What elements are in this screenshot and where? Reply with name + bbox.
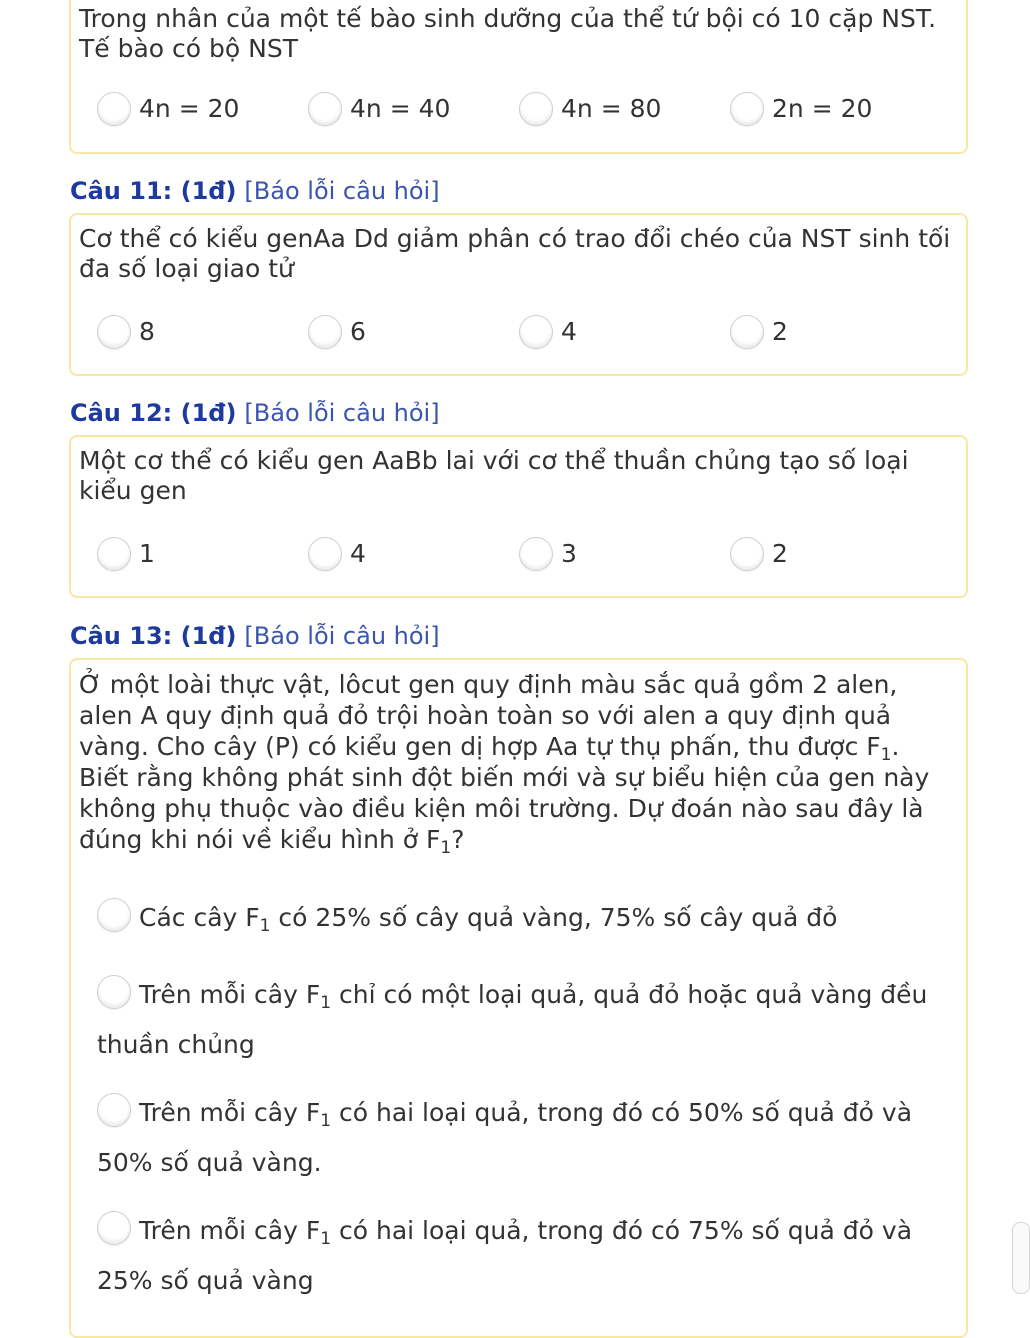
option-label: 1 [139,539,155,568]
report-error-link[interactable]: [Báo lỗi câu hỏi] [244,177,440,205]
subscript: 1 [320,1229,332,1249]
option-label: 2 [772,317,788,346]
question-10-option-2[interactable] [308,92,450,126]
report-error-link[interactable]: [Báo lỗi câu hỏi] [244,622,440,650]
subscript: 1 [440,838,452,858]
scroll-handle[interactable] [1012,1222,1030,1294]
question-13-card [69,658,968,1338]
radio-button[interactable] [730,537,764,571]
question-11-text: Cơ thể có kiểu genAa Dd giảm phân có trao đổi chéo của NST sinh tối đa số loại giao tử [79,224,951,283]
option-label: 2n = 20 [772,94,873,123]
option-label: Trên mỗi cây F [139,980,321,1009]
option-label: 2 [772,539,788,568]
radio-button[interactable] [519,315,553,349]
question-10-card [69,0,968,154]
question-12-number: Câu 12: (1đ) [70,399,237,427]
option-label: có hai loại quả, trong đó có 75% số quả đỏ và 25% số quả vàng [97,1216,913,1295]
question-11-option-3[interactable] [519,315,577,349]
option-label: Trên mỗi cây F [139,1098,321,1127]
question-11-option-2[interactable] [308,315,366,349]
radio-button[interactable] [97,92,131,126]
question-10-option-4[interactable] [730,92,872,126]
radio-button[interactable] [97,1093,131,1127]
question-12-option-1[interactable] [97,537,155,571]
option-label: Các cây F [139,903,260,932]
option-label: chỉ có một loại quả, quả đỏ hoặc quả vàng đều thuần chủng [97,980,928,1059]
option-label: Trên mỗi cây F [139,1216,321,1245]
question-11-option-4[interactable] [730,315,788,349]
option-label: 6 [350,317,366,346]
radio-button[interactable] [97,898,131,932]
radio-button[interactable] [97,975,131,1009]
subscript: 1 [259,916,271,936]
option-label: có 25% số cây quả vàng, 75% số cây quả đỏ [270,903,838,932]
question-12-option-3[interactable] [519,537,577,571]
radio-button[interactable] [308,315,342,349]
question-13-text [79,669,956,858]
question-13-option-4[interactable] [97,1206,936,1306]
radio-button[interactable] [97,537,131,571]
question-13-header [70,621,440,651]
option-label: 3 [561,539,577,568]
question-10-option-3[interactable] [519,92,661,126]
radio-button[interactable] [730,92,764,126]
option-label: 4 [561,317,577,346]
radio-button[interactable] [308,92,342,126]
question-13-number: Câu 13: (1đ) [70,622,237,650]
question-12-option-4[interactable] [730,537,788,571]
question-13-text-part: . Biết rằng không phát sinh đột biến mới và sự biểu hiện của gen này không phụ thuộc vào điều kiện môi trường. Dự đoán nào sau đây là đúng khi nói về kiểu hình ở F [79,732,930,854]
question-13-option-3[interactable] [97,1088,936,1188]
question-13-text-part: Ở một loài thực vật, lôcut gen quy định màu sắc quả gồm 2 alen, alen A quy định quả đỏ trội hoàn toàn so với alen a quy định quả vàng. Cho cây (P) có kiểu gen dị hợp Aa tự thụ phấn, thu được F [79,670,898,761]
subscript: 1 [880,745,892,765]
question-11-card [69,213,968,376]
question-13-text-part: ? [451,825,465,854]
question-12-header [70,398,440,428]
question-12-option-2[interactable] [308,537,366,571]
question-13-option-2[interactable] [97,970,936,1070]
radio-button[interactable] [97,315,131,349]
option-label: 8 [139,317,155,346]
question-10-option-1[interactable] [97,92,239,126]
radio-button[interactable] [308,537,342,571]
radio-button[interactable] [519,92,553,126]
radio-button[interactable] [730,315,764,349]
option-label: 4n = 40 [350,94,451,123]
question-12-text: Một cơ thể có kiểu gen AaBb lai với cơ thể thuần chủng tạo số loại kiểu gen [79,446,909,505]
question-11-option-1[interactable] [97,315,155,349]
question-10-text: Trong nhân của một tế bào sinh dưỡng của thể tứ bội có 10 cặp NST. Tế bào có bộ NST [79,4,937,63]
question-13-option-1[interactable] [97,893,936,943]
question-11-header [70,176,440,206]
radio-button[interactable] [97,1211,131,1245]
subscript: 1 [320,1111,332,1131]
option-label: 4n = 80 [561,94,662,123]
option-label: 4 [350,539,366,568]
radio-button[interactable] [519,537,553,571]
option-label: 4n = 20 [139,94,240,123]
subscript: 1 [320,993,332,1013]
report-error-link[interactable]: [Báo lỗi câu hỏi] [244,399,440,427]
question-11-number: Câu 11: (1đ) [70,177,237,205]
option-label: có hai loại quả, trong đó có 50% số quả đỏ và 50% số quả vàng. [97,1098,913,1177]
question-12-card [69,435,968,598]
